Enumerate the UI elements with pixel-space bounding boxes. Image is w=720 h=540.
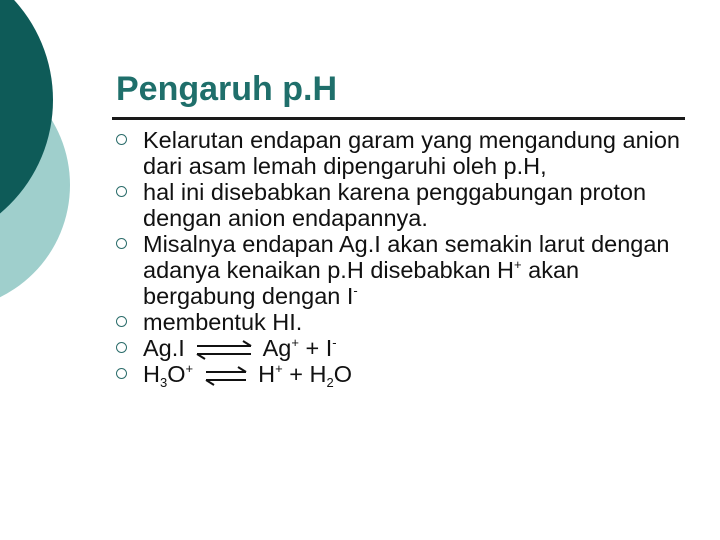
reactant: H [143, 361, 160, 387]
reaction-agi [112, 335, 692, 361]
bullet-text: Kelarutan endapan garam yang mengandung anion dari asam lemah dipengaruhi oleh p.H, [143, 127, 681, 179]
reaction-h3o [112, 361, 692, 390]
bullet-text: membentuk HI. [143, 309, 303, 335]
product: + H [282, 361, 327, 387]
bullet-item [112, 309, 692, 335]
product: Ag [262, 335, 292, 361]
bullet-text: Misalnya endapan Ag.I akan semakin larut dengan adanya kenaikan p.H disebabkan H [143, 231, 670, 283]
subscript: 2 [326, 375, 334, 390]
hollow-circle-bullet-icon [116, 316, 127, 327]
reactant: O [167, 361, 186, 387]
superscript: + [185, 361, 194, 376]
product: H [258, 361, 276, 387]
hollow-circle-bullet-icon [116, 186, 127, 197]
bullet-item [112, 127, 692, 179]
bullet-text: hal ini disebabkan karena penggabungan proton dengan anion endapannya. [143, 179, 647, 231]
slide-title: Pengaruh p.H [116, 70, 338, 108]
subscript: 3 [159, 375, 168, 390]
superscript: + [291, 335, 299, 350]
reactant: Ag.I [143, 335, 185, 361]
equilibrium-arrow-icon [202, 365, 250, 387]
superscript: + [275, 361, 283, 376]
hollow-circle-bullet-icon [116, 342, 127, 353]
hollow-circle-bullet-icon [116, 368, 127, 379]
equilibrium-arrow-icon [193, 339, 255, 361]
bullet-text: akan bergabung dengan I [143, 257, 580, 309]
bullet-list [112, 127, 692, 390]
hollow-circle-bullet-icon [116, 134, 127, 145]
bullet-item [112, 231, 692, 309]
hollow-circle-bullet-icon [116, 238, 127, 249]
bullet-item [112, 179, 692, 231]
title-underline [112, 117, 685, 120]
decorative-circles [0, 0, 80, 300]
product: + I [305, 335, 333, 361]
superscript: - [353, 283, 358, 298]
superscript: - [332, 335, 337, 350]
product: O [333, 361, 353, 387]
superscript: + [514, 257, 522, 272]
